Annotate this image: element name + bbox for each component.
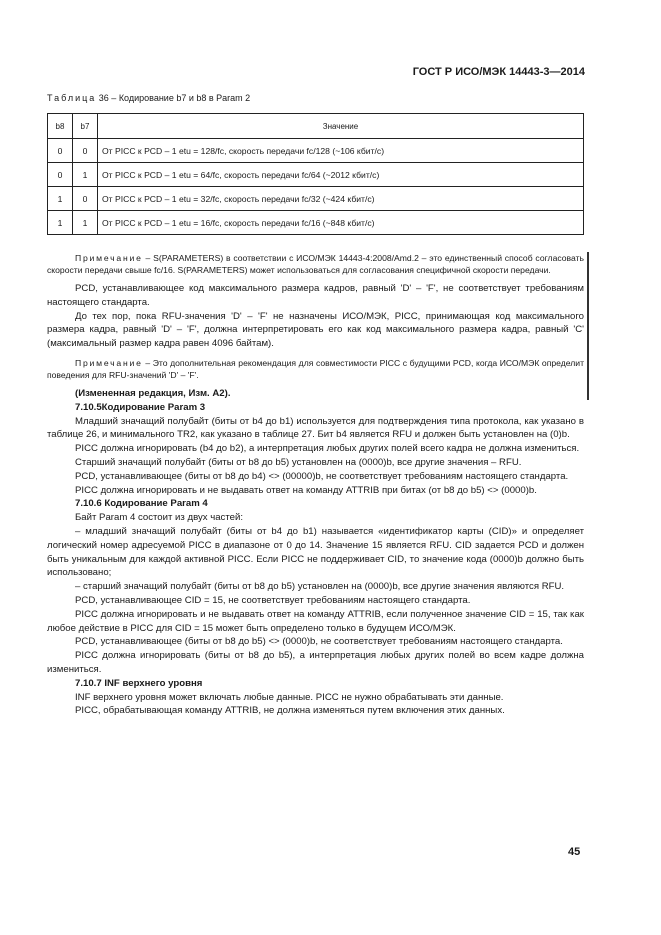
table-cell-value: От PICC к PCD – 1 etu = 16/fc, скорость передачи fc/16 (~848 кбит/с)	[98, 211, 584, 235]
section-7-10-6-paragraph: PCD, устанавливающее CID = 15, не соответствует требованиям настоящего стандарта.	[75, 594, 471, 606]
table-cell-b7: 0	[73, 187, 98, 211]
section-7-10-5-paragraph: Старший значащий полубайт (биты от b8 до b5) установлен на (0000)b, все другие значения – RFU.	[75, 456, 522, 468]
note-2-text: – Это дополнительная рекомендация для совместимости PICC с будущими PCD, когда ИСО/МЭК определит поведения для RFU-значений 'D' – 'F'.	[47, 357, 584, 380]
table-cell-b8: 1	[48, 187, 73, 211]
document-id-header: ГОСТ Р ИСО/МЭК 14443-3—2014	[412, 66, 585, 78]
section-7-10-5-paragraph: PICC должна игнорировать и не выдавать ответ на команду ATTRIB при битах (от b8 до b5) <> (0000)b.	[75, 484, 537, 496]
section-7-10-5-paragraph: PICC должна игнорировать (b4 до b2), а интерпретация любых других полей всего кадра не должна измениться.	[75, 443, 580, 455]
table-cell-value: От PICC к PCD – 1 etu = 64/fc, скорость передачи fc/64 (~2012 кбит/с)	[98, 163, 584, 187]
paragraph-frame-size: PCD, устанавливающее код максимального размера кадров, равный 'D' – 'F', не соответствует требованиям настоящего стандарта.	[47, 283, 584, 308]
table-caption	[47, 93, 250, 103]
table-caption-prefix: Таблица	[47, 93, 97, 103]
section-7-10-6-list-item: – младший значащий полубайт (биты от b4 до b1) называется «идентификатор карты (CID)» и определяет логический номер адресуемой PICC в диапазоне от 0 до 14. Значение 15 является RFU. CID задается PCD и должен быть уникальным для каждой активной PICC. Если PICC не поддерживает CID, то значение кода (0000)b должно быть использовано;	[47, 525, 584, 579]
section-7-10-5-paragraph: Младший значащий полубайт (биты от b4 до b1) используется для подтверждения типа протокола, как указано в таблице 26, и минимального TR2, как указано в таблице 27. Бит b4 является RFU и должен быть установлен на (0)b.	[47, 415, 584, 441]
revision-margin-bar	[587, 252, 589, 400]
section-heading-7-10-5: 7.10.5Кодирование Param 3	[75, 401, 206, 413]
section-7-10-6-paragraph: Байт Param 4 состоит из двух частей:	[75, 512, 243, 524]
note-1-text: – S(PARAMETERS) в соответствии с ИСО/МЭК 14443-4:2008/Amd.2 – это единственный способ согласовать скорости передачи свыше fc/16. S(PARAMETERS) может использоваться для согласования специфичной скорости передачи.	[47, 253, 584, 275]
note-1	[47, 252, 584, 276]
table-cell-value: От PICC к PCD – 1 etu = 32/fc, скорость передачи fc/32 (~424 кбит/с)	[98, 187, 584, 211]
note-2-label: Примечание	[75, 357, 143, 368]
section-7-10-5-paragraph: PCD, устанавливающее (биты от b8 до b4) <> (00000)b, не соответствует требованиям настоящего стандарта.	[75, 470, 569, 482]
table-header-b8: b8	[48, 114, 73, 139]
section-7-10-7-paragraph: INF верхнего уровня может включать любые данные. PICC не нужно обрабатывать эти данные.	[75, 691, 504, 703]
section-7-10-6-paragraph: PICC должна игнорировать и не выдавать ответ на команду ATTRIB, если полученное значение CID = 15, так как любое действие в PICC для CID = 15 может быть определено только в будущем ИСО/МЭК.	[47, 608, 584, 634]
table-row	[48, 163, 584, 187]
table-cell-b8: 0	[48, 139, 73, 163]
table-cell-b8: 1	[48, 211, 73, 235]
note-2	[47, 357, 584, 381]
table-row	[48, 139, 584, 163]
table-header-row	[48, 114, 584, 139]
table-row	[48, 211, 584, 235]
section-heading-7-10-7: 7.10.7 INF верхнего уровня	[75, 677, 203, 689]
amendment-note: (Измененная редакция, Изм. А2).	[75, 387, 231, 399]
table-cell-b8: 0	[48, 163, 73, 187]
section-heading-7-10-6: 7.10.6 Кодирование Param 4	[75, 498, 208, 510]
coding-table	[47, 113, 584, 235]
body-text	[47, 252, 584, 718]
section-7-10-6-paragraph: PICC должна игнорировать (биты от b8 до b5), а интерпретация любых других полей во всем кадре должна измениться.	[47, 650, 584, 675]
table-cell-b7: 0	[73, 139, 98, 163]
page-number: 45	[568, 846, 581, 858]
table-header-value: Значение	[98, 114, 584, 139]
section-7-10-6-paragraph: PCD, устанавливающее (биты от b8 до b5) <> (0000)b, не соответствует требованиям настоящего стандарта.	[75, 636, 563, 648]
table-cell-b7: 1	[73, 163, 98, 187]
table-caption-text: 36 – Кодирование b7 и b8 в Param 2	[96, 93, 251, 103]
section-7-10-7-paragraph: PICC, обрабатывающая команду ATTRIB, не должна изменяться путем включения этих данных.	[75, 705, 505, 717]
section-7-10-6-list-item: – старший значащий полубайт (биты от b8 до b5) установлен на (0000)b, все другие значения являются RFU.	[75, 581, 565, 593]
table-cell-b7: 1	[73, 211, 98, 235]
note-1-label: Примечание	[75, 253, 143, 263]
table-row	[48, 187, 584, 211]
table-header-b7: b7	[73, 114, 98, 139]
table-cell-value: От PICC к PCD – 1 etu = 128/fc, скорость передачи fc/128 (~106 кбит/с)	[98, 139, 584, 163]
paragraph-rfu-values: До тех пор, пока RFU-значения 'D' – 'F' не назначены ИСО/МЭК, PICC, принимающая код максимального размера кадра, равный 'D' – 'F', должна интерпретировать его как код максимального размера кадра, равный 'C' (максимальный размер кадра равен 4096 байтам).	[47, 310, 584, 350]
